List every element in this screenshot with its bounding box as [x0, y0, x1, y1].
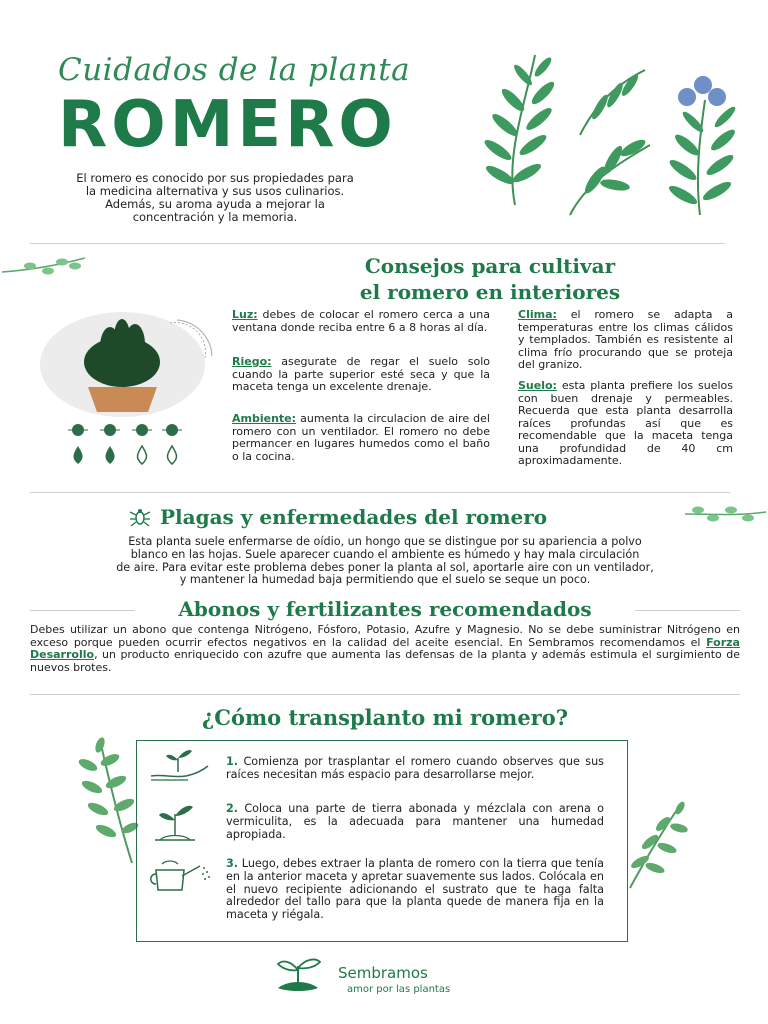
leaf-branch-icon — [0, 252, 90, 280]
tip-clima: Clima: el romero se adapta a temperaturas entre los climas cálidos y templados. También es resistente al clima frío procurando que se proteja del granizo. — [518, 308, 733, 371]
brand-tagline: amor por las plantas — [347, 984, 451, 995]
divider — [635, 610, 740, 611]
plagas-text: Esta planta suele enfermarse de oídio, un hongo que se distingue por su apariencia a polvo blanco en las hojas. Suele aparecer cuando el ambiente es húmedo y hay mala circulación de aire. Para evitar este problema debes poner la planta al sol, aportarle aire con un ventilador, y mantener la humedad baja permitiendo que el suelo se seque un poco. — [116, 535, 654, 587]
transplant-step-3: 3. Luego, debes extraer la planta de romero con la tierra que tenía en la anterior maceta y apretar suavemente sus lados. Colócala en el nuevo recipiente adicionando el sustrato que te haga falta alrededor del tallo para que la planta quede de manera fija en la maceta y riégala. — [226, 857, 604, 922]
divider — [30, 694, 740, 695]
sprout-soil-icon — [150, 800, 200, 845]
intro-text: El romero es conocido por sus propiedades para la medicina alternativa y sus usos culinarios. Además, su aroma ayuda a mejorar la concentración y la memoria. — [76, 171, 354, 224]
divider — [30, 492, 730, 493]
section-title-consejos: Consejos para cultivar el romero en interiores — [359, 254, 621, 304]
care-icons — [65, 420, 185, 468]
divider — [30, 243, 725, 244]
section-title-plagas: Plagas y enfermedades del romero — [160, 505, 548, 529]
abonos-text: Debes utilizar un abono que contenga Nitrógeno, Fósforo, Potasio, Azufre y Magnesio. No se debe suministrar Nitrógeno en exceso porque pueden ocurrir efectos negativos en la calidad del aceite esencial. En Sembramos recomendamos el Forza Desarrollo, un producto enriquecido con azufre que aumenta las defensas de la planta y además estimula el surgimiento de nuevos brotes. — [30, 623, 740, 674]
tip-luz: Luz: debes de colocar el romero cerca a una ventana donde reciba entre 6 a 8 horas al día. — [232, 308, 490, 334]
brand-name: Sembramos — [338, 964, 428, 982]
page-subtitle: Cuidados de la planta — [58, 52, 411, 88]
hand-seedling-icon — [148, 744, 210, 784]
leaf-branch-icon — [683, 500, 768, 528]
section-title-transplante: ¿Cómo transplanto mi romero? — [201, 705, 569, 730]
transplant-step-1: 1. Comienza por trasplantar el romero cuando observes que sus raíces necesitan más espacio para desarrollarse mejor. — [226, 755, 604, 781]
divider — [30, 610, 135, 611]
rosemary-sprigs-illustration — [455, 45, 755, 220]
page-title: ROMERO — [58, 88, 397, 162]
leaf-branch-right-illustration — [625, 800, 690, 890]
section-title-abonos: Abonos y fertilizantes recomendados — [178, 597, 592, 621]
transplant-step-2: 2. Coloca una parte de tierra abonada y mézclala con arena o vermiculita, es la adecuada para mantener una humedad apropiada. — [226, 802, 604, 841]
tip-suelo: Suelo: esta planta prefiere los suelos con buen drenaje y permeables. Recuerda que esta planta desarrolla raíces profundas así que es recomendable que la maceta tenga una profundidad de 40 cm aproximadamente. — [518, 379, 734, 467]
forza-desarrollo-link[interactable]: Forza Desarrollo — [30, 635, 740, 661]
tip-riego: Riego: asegurate de regar el suelo solo cuando la parte superior esté seca y que la maceta tenga un excelente drenaje. — [232, 355, 490, 393]
watering-can-icon — [148, 858, 216, 894]
tip-ambiente: Ambiente: aumenta la circulacion de aire del romero con un ventilador. El romero no debe permancer en lugares humedos como el baño o la cocina. — [232, 412, 490, 463]
leaf-branch-left-illustration — [70, 735, 140, 865]
decorative-arcs-icon — [165, 318, 215, 373]
sembramos-logo-icon — [272, 954, 324, 998]
bug-icon — [128, 505, 152, 529]
